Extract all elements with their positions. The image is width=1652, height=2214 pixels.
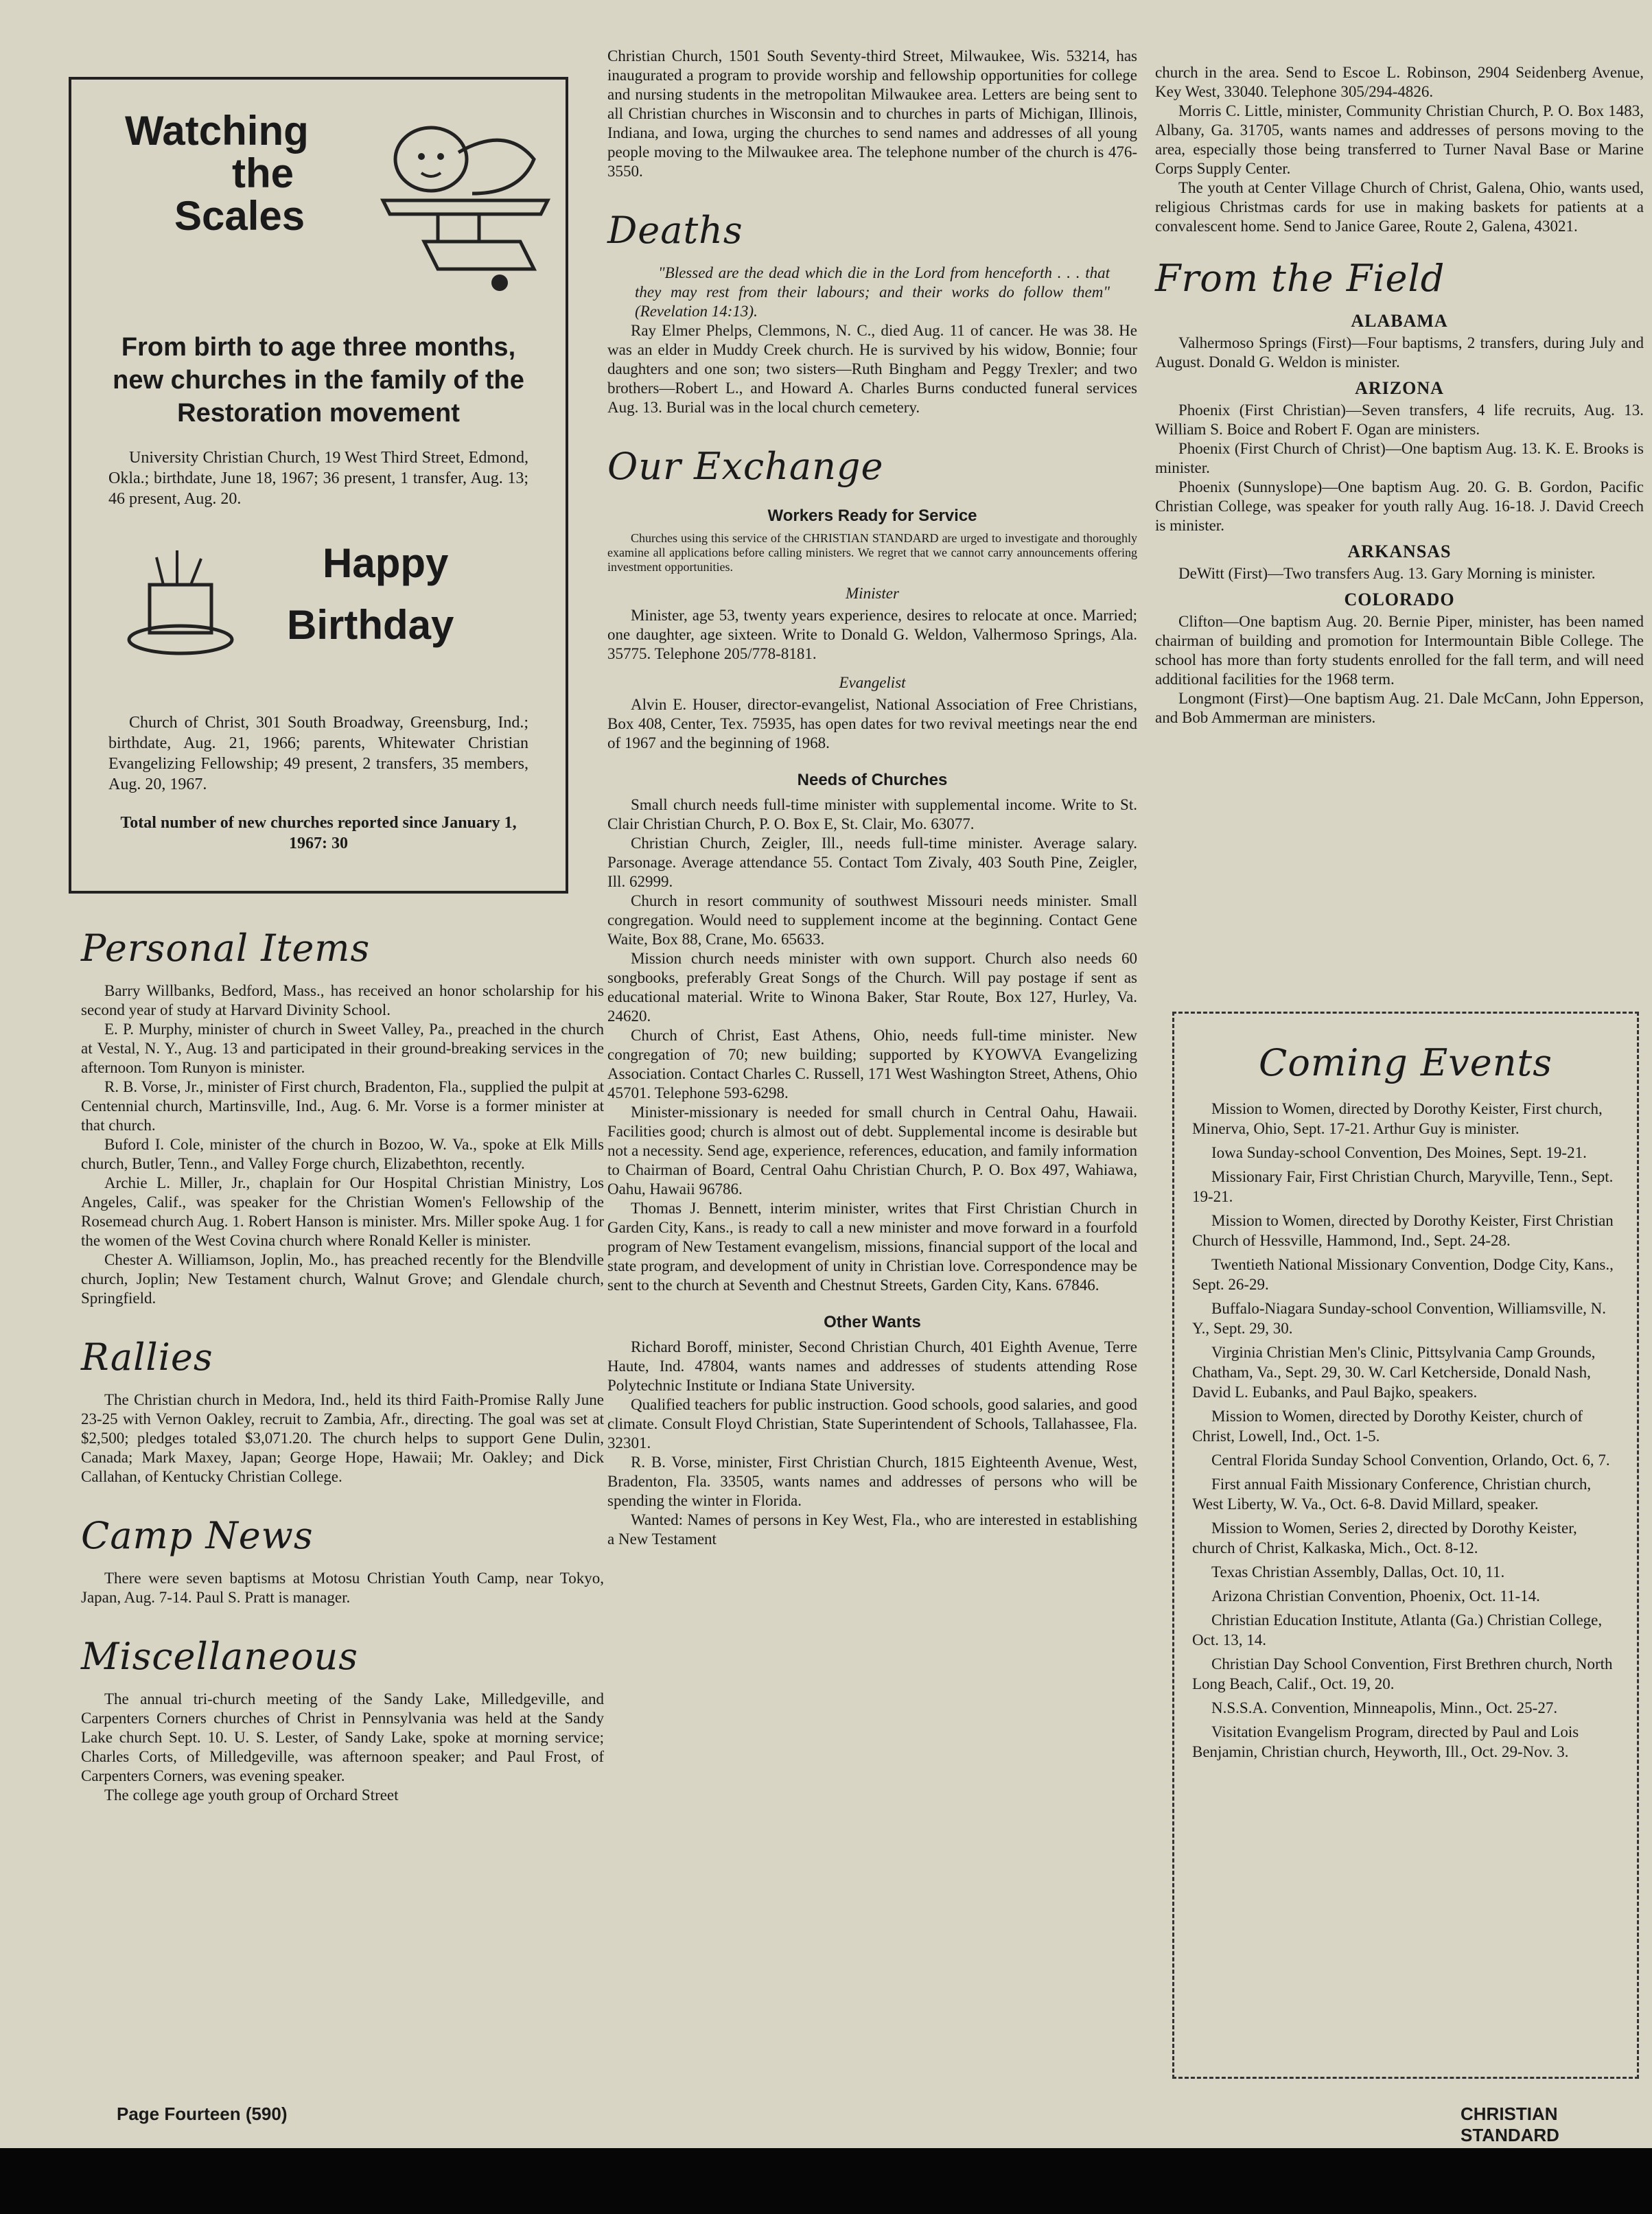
- event-item: Mission to Women, directed by Dorothy Keister, church of Christ, Lowell, Ind., Oct. 1-5.: [1192, 1408, 1583, 1445]
- personal-items-heading: Personal Items: [81, 927, 371, 970]
- rallies-text: The Christian church in Medora, Ind., held its third Faith-Promise Rally June 23-25 with Vernon Oakley, recruit to Zambia, Afr., directing. The goal was set at $2,500; pledges totaled $3,071.20. The church helps to support Gene Dulin, Canada; Mark Maxey, Japan; George Hope, Hawaii; Mr. Oakley; and Dick Callahan, of Kentucky Christian College.: [81, 1391, 604, 1485]
- column-3: [1155, 63, 1644, 727]
- need-item: Mission church needs minister with own support. Church also needs 60 songbooks, preferably Great Songs of the Church. Will pay postage if sent as educational material. Write to Winona Baker, Star Route, Box 127, Hurley, Va. 24620.: [607, 950, 1137, 1025]
- camp-news-heading: Camp News: [81, 1514, 314, 1557]
- event-item: First annual Faith Missionary Conference, Christian church, West Liberty, W. Va., Oct. 6-8. David Millard, speaker.: [1192, 1476, 1592, 1513]
- other-want-item: R. B. Vorse, minister, First Christian Church, 1815 Eighteenth Avenue, West, Bradenton, Fla. 33505, wants names and addresses of persons who will be spending the winter in Florida.: [607, 1454, 1137, 1509]
- event-item: Buffalo-Niagara Sunday-school Convention, Williamsville, N. Y., Sept. 29, 30.: [1192, 1300, 1607, 1337]
- column-2: [607, 47, 1137, 1549]
- happy-text: Happy: [323, 540, 449, 586]
- evangelist-text: Alvin E. Houser, director-evangelist, National Association of Free Christians, Box 408, Center, Tex. 75935, has open dates for two revival meetings near the end of 1967 and the beginning of 1968.: [607, 696, 1137, 751]
- workers-subhead: Workers Ready for Service: [767, 506, 977, 525]
- state-heading: ARKANSAS: [1347, 541, 1452, 561]
- state-heading: ALABAMA: [1351, 311, 1448, 331]
- coming-events-heading: Coming Events: [1259, 1041, 1552, 1084]
- personal-item: E. P. Murphy, minister of church in Sweet Valley, Pa., preached in the church at Vestal, N. Y., Aug. 13 and participated in their ground-breaking services in the afternoon. Tom Runyon is minister.: [81, 1021, 604, 1076]
- column-1: [81, 927, 604, 1805]
- birthday-cake-illustration: [122, 544, 239, 667]
- col3-cont: church in the area. Send to Escoe L. Robinson, 2904 Seidenberg Avenue, Key West, 33040. Telephone 305/294-4826.: [1155, 64, 1644, 100]
- state-heading: COLORADO: [1344, 590, 1455, 609]
- event-item: Texas Christian Assembly, Dallas, Oct. 10, 11.: [1211, 1563, 1505, 1581]
- evangelist-label: Evangelist: [839, 674, 906, 691]
- other-want-item: Richard Boroff, minister, Second Christian Church, 401 Eighth Avenue, Terre Haute, Ind. 47804, wants names and addresses of students attending Rose Polytechnic Institute or Indiana State University.: [607, 1338, 1137, 1394]
- personal-item: Barry Willbanks, Bedford, Mass., has received an honor scholarship for his second year of study at Harvard Divinity School.: [81, 982, 604, 1018]
- watching-scales-box: [69, 77, 568, 894]
- need-item: Christian Church, Zeigler, Ill., needs full-time minister. Average salary. Parsonage. Average attendance 55. Contact Tom Zivaly, 403 South Pine, Zeigler, Ill. 62999.: [607, 835, 1137, 890]
- event-item: Visitation Evangelism Program, directed by Paul and Lois Benjamin, Christian church, Heyworth, Ill., Oct. 29-Nov. 3.: [1192, 1723, 1579, 1760]
- box-title-line: Scales: [174, 193, 305, 239]
- birthday-text: Birthday: [287, 602, 454, 648]
- personal-item: Archie L. Miller, Jr., chaplain for Our Hospital Christian Ministry, Los Angeles, Calif., was speaker for the Christian Women's Fellowship of the Rosemead church Aug. 1. Robert Hanson is minister. Mrs. Miller spoke Aug. 1 for the women of the West Covina church where Ronald Keller is minister.: [81, 1174, 604, 1249]
- coming-events-box: [1172, 1012, 1639, 2079]
- event-item: Mission to Women, directed by Dorothy Keister, First Christian Church of Hessville, Hammond, Ind., Sept. 24-28.: [1192, 1212, 1614, 1249]
- col2-intro: Christian Church, 1501 South Seventy-third Street, Milwaukee, Wis. 53214, has inaugurated a program to provide worship and fellowship opportunities for college and nursing students in the metropolitan Milwaukee area. Letters are being sent to all Christian churches in Wisconsin and to churches in parts of Michigan, Illinois, Indiana, and Iowa, urging the churches to send names and addresses of all young people moving to the Milwaukee area. The telephone number of the church is 476-3550.: [607, 47, 1137, 180]
- need-item: Thomas J. Bennett, interim minister, writes that First Christian Church in Garden City, Kans., is ready to call a new minister and move forward in a fourfold program of New Testament evangelism, missions, financial support of the local and state program, and development of unity in Christian love. Correspondence may be sent to the church at Seventh and Chestnut Streets, Garden City, Kans. 67846.: [607, 1200, 1137, 1294]
- state-heading: ARIZONA: [1355, 378, 1444, 398]
- event-item: N.S.S.A. Convention, Minneapolis, Minn., Oct. 25-27.: [1211, 1699, 1558, 1716]
- other-wants-subhead: Other Wants: [824, 1313, 921, 1331]
- event-item: Twentieth National Missionary Convention, Dodge City, Kans., Sept. 26-29.: [1192, 1256, 1614, 1293]
- deaths-text: Ray Elmer Phelps, Clemmons, N. C., died Aug. 11 of cancer. He was 38. He was an elder in Muddy Creek church. He is survived by his widow, Bonnie; four daughters and one son; two sisters—Ruth Bingham and Peggy Trexler; and two brothers—Robert L., and Howard A. Charles Burns conducted funeral services Aug. 13. Burial was in the local church cemetery.: [607, 322, 1137, 416]
- event-item: Virginia Christian Men's Clinic, Pittsylvania Camp Grounds, Chatham, Va., Sept. 29, 30. W. Carl Ketcherside, Donald Nash, David L. Eubanks, and Paul Bajko, speakers.: [1192, 1344, 1596, 1401]
- exchange-heading: Our Exchange: [607, 445, 884, 488]
- misc-text: The college age youth group of Orchard Street: [104, 1786, 399, 1804]
- needs-subhead: Needs of Churches: [797, 771, 948, 789]
- need-item: Minister-missionary is needed for small church in Central Oahu, Hawaii. Facilities good; church is almost out of debt. Supplemental income is desirable but not a necessity. Send age, experience, references, education, and family information to Chairman of Board, Central Oahu Christian Church, P. O. Box 497, Wahiawa, Oahu, Hawaii 96786.: [607, 1104, 1137, 1198]
- personal-item: Buford I. Cole, minister of the church in Bozoo, W. Va., spoke at Elk Mills church, Butler, Tenn., and Valley Forge church, Elizabethton, recently.: [81, 1136, 604, 1172]
- need-item: Small church needs full-time minister with supplemental income. Write to St. Clair Christian Church, P. O. Box E, St. Clair, Mo. 63077.: [607, 796, 1137, 832]
- other-want-item: Qualified teachers for public instruction. Good schools, good salaries, and good climate. Consult Floyd Christian, State Superintendent of Schools, Tallahassee, Fla. 32301.: [607, 1396, 1137, 1452]
- field-report: DeWitt (First)—Two transfers Aug. 13. Gary Morning is minister.: [1178, 565, 1596, 582]
- need-item: Church of Christ, East Athens, Ohio, needs full-time minister. New congregation of 70; new building; supported by KYOWVA Evangelizing Association. Contact Charles C. Russell, 171 West Washington Street, Athens, Ohio 45701. Telephone 593-6298.: [607, 1027, 1137, 1102]
- field-report: Clifton—One baptism Aug. 20. Bernie Piper, minister, has been named chairman of building and promotion for Intermountain Bible College. The school has more than forty students enrolled for the fall term, and will need additional facilities for the 1968 term.: [1155, 613, 1644, 688]
- camp-news-text: There were seven baptisms at Motosu Christian Youth Camp, near Tokyo, Japan, Aug. 7-14. Paul S. Pratt is manager.: [81, 1570, 604, 1606]
- event-item: Iowa Sunday-school Convention, Des Moines, Sept. 19-21.: [1211, 1144, 1587, 1161]
- field-report: Phoenix (First Christian)—Seven transfers, 4 life recruits, Aug. 13. William S. Boice and Robert F. Ogan are ministers.: [1155, 401, 1644, 438]
- page-number: Page Fourteen (590): [117, 2104, 288, 2124]
- event-item: Mission to Women, Series 2, directed by Dorothy Keister, church of Christ, Kalkaska, Mich., Oct. 8-12.: [1192, 1519, 1577, 1557]
- personal-item: Chester A. Williamson, Joplin, Mo., has preached recently for the Blendville church, Joplin; New Testament church, Walnut Grove; and Glendale church, Springfield.: [81, 1251, 604, 1307]
- box-entry-2: Church of Christ, 301 South Broadway, Greensburg, Ind.; birthdate, Aug. 21, 1966; parents, Whitewater Christian Evangelizing Fellowship; 49 present, 2 transfers, 35 members, Aug. 20, 1967.: [108, 714, 528, 793]
- publication-name: CHRISTIAN STANDARD: [1461, 2104, 1559, 2145]
- from-the-field-heading: From the Field: [1155, 257, 1445, 300]
- box-subtitle: From birth to age three months, new churches in the family of the Restoration movement: [113, 333, 524, 428]
- minister-label: Minister: [846, 585, 899, 602]
- box-entry-1: University Christian Church, 19 West Third Street, Edmond, Okla.; birthdate, June 18, 1967; 36 present, 1 transfer, Aug. 13; 46 present, Aug. 20.: [108, 449, 528, 508]
- event-item: Central Florida Sunday School Convention, Orlando, Oct. 6, 7.: [1211, 1452, 1610, 1469]
- box-title-line: the: [232, 150, 294, 196]
- box-title-line: Watching: [125, 108, 309, 154]
- event-item: Missionary Fair, First Christian Church, Maryville, Tenn., Sept. 19-21.: [1192, 1168, 1614, 1205]
- rallies-heading: Rallies: [81, 1336, 213, 1379]
- baby-on-scale-illustration: [356, 111, 555, 296]
- personal-item: R. B. Vorse, Jr., minister of First church, Bradenton, Fla., supplied the pulpit at Centennial church, Martinsville, Ind., Aug. 6. Mr. Vorse is a former minister at that church.: [81, 1078, 604, 1134]
- event-item: Christian Education Institute, Atlanta (Ga.) Christian College, Oct. 13, 14.: [1192, 1611, 1603, 1648]
- event-item: Christian Day School Convention, First Brethren church, North Long Beach, Calif., Oct. 19, 20.: [1192, 1655, 1613, 1692]
- miscellaneous-heading: Miscellaneous: [81, 1635, 358, 1678]
- col3-cont: Morris C. Little, minister, Community Christian Church, P. O. Box 1483, Albany, Ga. 31705, wants names and addresses of persons moving to the area, especially those being transferred to Turner Naval Base or Marine Corps Supply Center.: [1155, 102, 1644, 177]
- field-report: Valhermoso Springs (First)—Four baptisms, 2 transfers, during July and August. Donald G. Weldon is minister.: [1155, 334, 1644, 371]
- field-report: Phoenix (Sunnyslope)—One baptism Aug. 20. G. B. Gordon, Pacific Christian College, was speaker for youth rally Aug. 16-18. J. David Creech is minister.: [1155, 478, 1644, 534]
- box-total: Total number of new churches reported since January 1, 1967: 30: [120, 814, 517, 852]
- field-report: Phoenix (First Church of Christ)—One baptism Aug. 13. K. E. Brooks is minister.: [1155, 440, 1644, 476]
- event-item: Mission to Women, directed by Dorothy Keister, First church, Minerva, Ohio, Sept. 17-21. Arthur Guy is minister.: [1192, 1100, 1603, 1137]
- deaths-heading: Deaths: [607, 209, 743, 252]
- event-item: Arizona Christian Convention, Phoenix, Oct. 11-14.: [1211, 1587, 1540, 1605]
- field-report: Longmont (First)—One baptism Aug. 21. Dale McCann, John Epperson, and Bob Ammerman are ministers.: [1155, 690, 1644, 726]
- minister-text: Minister, age 53, twenty years experience, desires to relocate at once. Married; one daughter, age sixteen. Write to Donald G. Weldon, Valhermoso Springs, Ala. 35775. Telephone 205/778-8181.: [607, 607, 1137, 662]
- col3-cont: The youth at Center Village Church of Christ, Galena, Ohio, wants used, religious Christmas cards for use in making baskets for patients at a convalescent home. Send to Janice Garee, Route 2, Galena, 43021.: [1155, 179, 1644, 235]
- scan-edge: [0, 2148, 1652, 2214]
- other-want-item: Wanted: Names of persons in Key West, Fla., who are interested in establishing a New Testament: [607, 1511, 1137, 1548]
- need-item: Church in resort community of southwest Missouri needs minister. Small congregation. Would need to supplement income at the beginning. Contact Gene Waite, Box 88, Crane, Mo. 65633.: [607, 892, 1137, 948]
- misc-text: The annual tri-church meeting of the Sandy Lake, Milledgeville, and Carpenters Corners churches of Christ in Pennsylvania was held at the Sandy Lake church Sept. 10. U. S. Lester, of Sandy Lake, spoke at morning service; Charles Corts, of Milledgeville, was afternoon speaker; and Paul Frost, of Carpenters Corners, was evening speaker.: [81, 1690, 604, 1784]
- workers-note: Churches using this service of the CHRISTIAN STANDARD are urged to investigate and thoroughly examine all applications before calling ministers. We regret that we cannot carry announcements offering investment opportunities.: [607, 531, 1137, 574]
- deaths-quote: "Blessed are the dead which die in the Lord from henceforth . . . that they may rest from their labours; and their works do follow them" (Revelation 14:13).: [635, 264, 1110, 320]
